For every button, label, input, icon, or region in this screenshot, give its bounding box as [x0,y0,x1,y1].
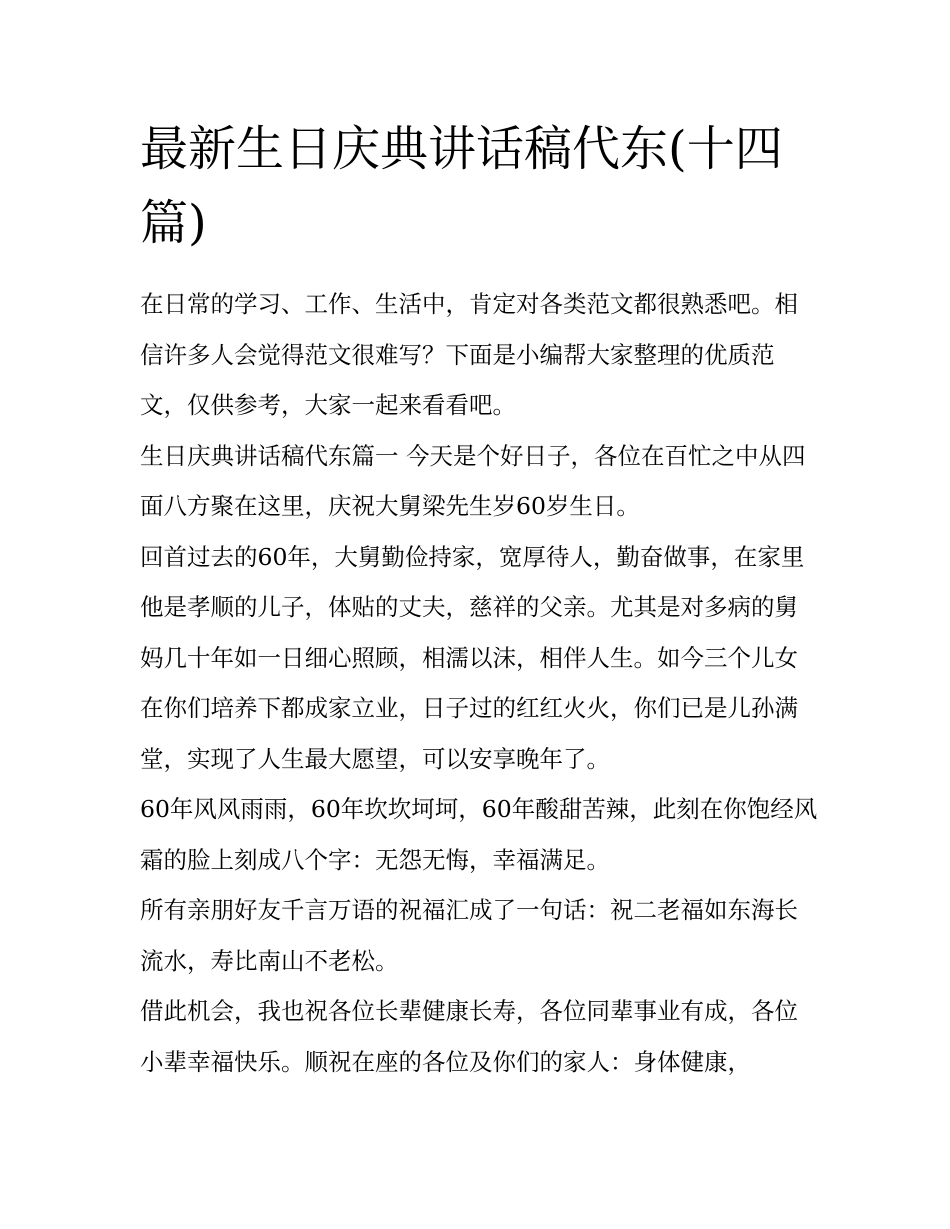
document-title: 最新生日庆典讲话稿代东(十四篇) [140,121,783,251]
paragraph-retrospect: 回首过去的60年，大舅勤俭持家，宽厚待人，勤奋做事，在家里他是孝顺的儿子，体贴的丈夫，慈祥的父亲。尤其是对多病的舅妈几十年如一日细心照顾，相濡以沫，相伴人生。如今三个儿女在你们培养下都成家立业，日子过的红红火火，你们已是儿孙满堂，实现了人生最大愿望，可以安享晚年了。 [140,542,805,773]
document-body [140,279,820,1087]
paragraph-blessing: 所有亲朋好友千言万语的祝福汇成了一句话：祝二老福如东海长流水，寿比南山不老松。 [140,896,798,975]
paragraph-intro: 在日常的学习、工作、生活中，肯定对各类范文都很熟悉吧。相信许多人会觉得范文很难写？下面是小编帮大家整理的优质范文，仅供参考，大家一起来看看吧。 [140,290,798,419]
paragraph-sixty-years: 60年风风雨雨，60年坎坎坷坷，60年酸甜苦辣，此刻在你饱经风霜的脸上刻成八个字：无怨无悔，幸福满足。 [140,795,818,874]
paragraph-opening: 生日庆典讲话稿代东篇一 今天是个好日子，各位在百忙之中从四面八方聚在这里，庆祝大舅梁先生岁60岁生日。 [140,441,806,520]
paragraph-wishes: 借此机会，我也祝各位长辈健康长寿，各位同辈事业有成，各位小辈幸福快乐。顺祝在座的各位及你们的家人：身体健康， [140,997,798,1076]
